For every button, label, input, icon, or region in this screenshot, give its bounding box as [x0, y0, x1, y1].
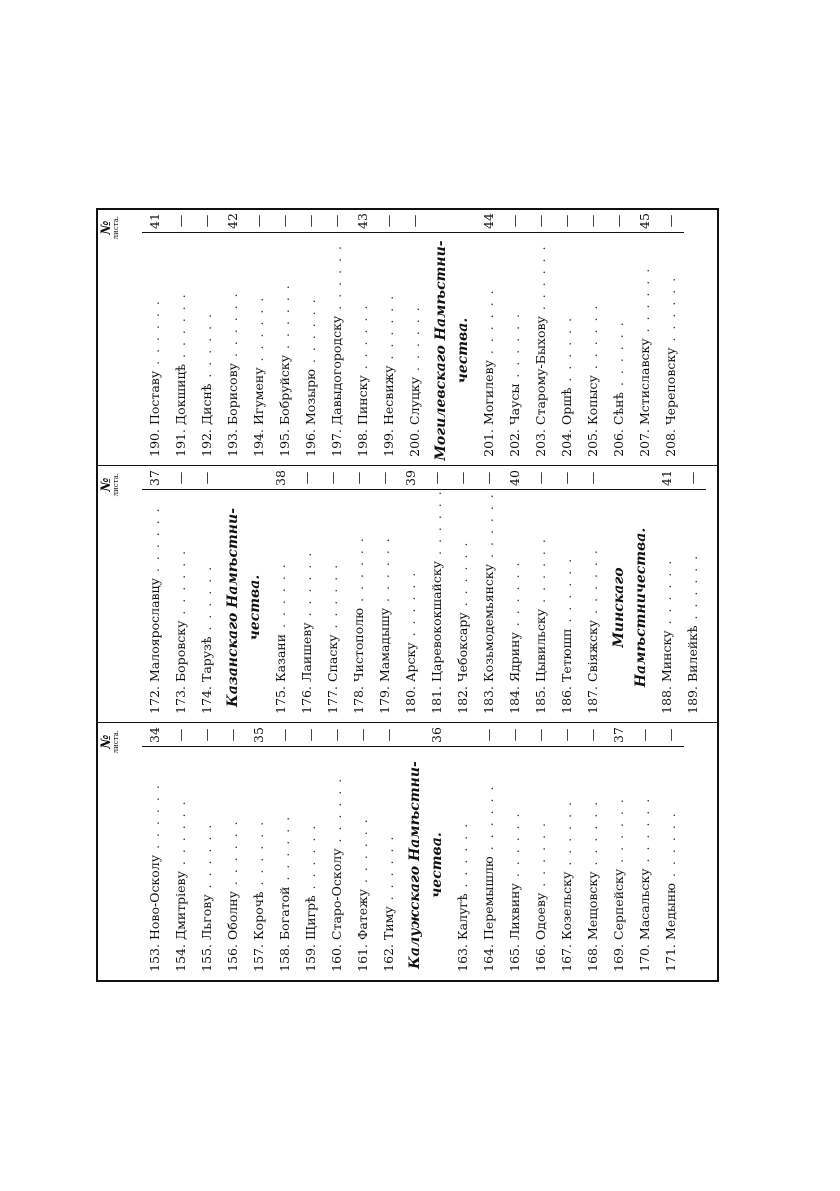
- index-entry: 177.Спаску . . . . . . —: [320, 467, 346, 722]
- entry-number: 200.: [407, 429, 422, 457]
- town-name: Спаску: [325, 634, 340, 682]
- index-entry: 199.Несвижу . . . . . . —: [376, 210, 402, 465]
- sheet-number: —: [685, 471, 700, 485]
- column-header: [98, 467, 142, 722]
- sheet-number: —: [637, 728, 652, 742]
- index-entry: 208.Череповску . . . . . . —: [658, 210, 684, 465]
- town-name: Чистополю: [351, 607, 366, 682]
- index-entry: 179.Мамадышу . . . . . . —: [372, 467, 398, 722]
- sheet-number: —: [225, 728, 240, 742]
- sheet-number: —: [199, 471, 214, 485]
- entry-number: 154.: [173, 944, 188, 972]
- entry-number: 164.: [481, 944, 496, 972]
- entry-number: 199.: [381, 429, 396, 457]
- sheet-number: 34: [147, 727, 162, 743]
- sheet-number: —: [507, 728, 522, 742]
- entry-number: 153.: [147, 944, 162, 972]
- entry-number: 179.: [377, 686, 392, 714]
- sheet-number: —: [585, 214, 600, 228]
- entry-number: 208.: [663, 429, 678, 457]
- entry-number: 192.: [199, 429, 214, 457]
- index-entry: 207.Мстиславску . . . . . . 45: [632, 210, 658, 465]
- sheet-number: —: [325, 471, 340, 485]
- entry-number: 158.: [277, 944, 292, 972]
- index-entry: 197.Давыдогородску . . . . . . —: [324, 210, 350, 465]
- sheet-number: —: [663, 728, 678, 742]
- town-name: Вилейкѣ: [685, 625, 700, 682]
- index-entry: 169.Серпейску . . . . . . 37: [606, 724, 632, 980]
- sheet-number: —: [533, 214, 548, 228]
- entry-number: 167.: [559, 944, 574, 972]
- sheet-number: —: [559, 728, 574, 742]
- town-name: Старому-Быхову: [533, 316, 548, 425]
- section-heading: Калужскаго Намѣстни-чества. 36: [402, 724, 450, 980]
- entry-number: 191.: [173, 429, 188, 457]
- section-heading: Минскаго Намѣстничества.: [606, 467, 654, 722]
- index-entry: 181.Царевококшайску . . . . . . —: [424, 467, 450, 722]
- sheet-number: —: [533, 728, 548, 742]
- index-entry: 172.Малоярославцу . . . . . . 37: [142, 467, 168, 722]
- town-name: Бобруйску: [277, 354, 292, 425]
- entry-number: 186.: [559, 686, 574, 714]
- sheet-number: —: [381, 214, 396, 228]
- town-name: Пинску: [355, 375, 370, 425]
- index-table-frame: [96, 208, 719, 982]
- index-entry: 158.Богатой . . . . . . —: [272, 724, 298, 980]
- index-entry: 204.Оршѣ . . . . . . —: [554, 210, 580, 465]
- entry-number: 196.: [303, 429, 318, 457]
- town-name: Казани: [273, 633, 288, 682]
- column-header: [98, 724, 142, 980]
- sheet-number: —: [173, 214, 188, 228]
- town-name: Минску: [659, 630, 674, 682]
- town-name: Козельску: [559, 871, 574, 940]
- index-entry: 185.Цывильску . . . . . . —: [528, 467, 554, 722]
- index-entry: 165.Лихвину . . . . . . —: [502, 724, 528, 980]
- entry-number: 170.: [637, 944, 652, 972]
- sheet-number: —: [559, 471, 574, 485]
- index-entry: 173.Боровску . . . . . . —: [168, 467, 194, 722]
- sheet-number: —: [381, 728, 396, 742]
- sheet-number: —: [355, 728, 370, 742]
- entry-number: 206.: [611, 429, 626, 457]
- sheet-number: —: [329, 728, 344, 742]
- index-entry: 189.Вилейкѣ . . . . . . —: [680, 467, 706, 722]
- index-entry: 162.Тиму . . . . . . —: [376, 724, 402, 980]
- town-name: Ядрину: [507, 632, 522, 682]
- index-entry: 161.Фатежу . . . . . . —: [350, 724, 376, 980]
- sheet-number: —: [611, 214, 626, 228]
- entry-number: 183.: [481, 686, 496, 714]
- entry-number: 193.: [225, 429, 240, 457]
- entry-number: 182.: [455, 686, 470, 714]
- index-entry: 182.Чебоксару . . . . . . —: [450, 467, 476, 722]
- entry-number: 165.: [507, 944, 522, 972]
- index-entry: 190.Поставу . . . . . . 41: [142, 210, 168, 465]
- town-name: Мещовску: [585, 871, 600, 940]
- column-3: [98, 210, 717, 466]
- town-name: Чебоксару: [455, 612, 470, 682]
- town-name: Ново-Осколу: [147, 854, 162, 940]
- town-name: Оршѣ: [559, 387, 574, 425]
- index-entry: 201.Могилеву . . . . . . 44: [476, 210, 502, 465]
- town-name: Перемышлю: [481, 856, 496, 940]
- entry-number: 174.: [199, 686, 214, 714]
- sheet-number: 42: [225, 213, 240, 229]
- entry-number: 177.: [325, 686, 340, 714]
- sheet-number: —: [429, 471, 444, 485]
- sheet-number: —: [173, 471, 188, 485]
- town-name: Калугѣ: [455, 893, 470, 940]
- town-name: Медыню: [663, 882, 678, 940]
- sheet-number: 37: [147, 470, 162, 486]
- sheet-number: —: [481, 728, 496, 742]
- index-entry: 205.Копысу . . . . . . —: [580, 210, 606, 465]
- index-entry: 203.Старому-Быхову . . . . . . —: [528, 210, 554, 465]
- sheet-number: 37: [611, 727, 626, 743]
- town-name: Цывильску: [533, 608, 548, 682]
- sheet-number: —: [377, 471, 392, 485]
- entry-number: 198.: [355, 429, 370, 457]
- index-entry: 160.Старо-Осколу . . . . . . —: [324, 724, 350, 980]
- index-entry: 153.Ново-Осколу . . . . . . 34: [142, 724, 168, 980]
- index-entry: 180.Арску . . . . . . 39: [398, 467, 424, 722]
- entry-number: 203.: [533, 429, 548, 457]
- sheet-number: 43: [355, 213, 370, 229]
- town-name: Малоярославцу: [147, 578, 162, 682]
- entry-number: 178.: [351, 686, 366, 714]
- column-header: [98, 210, 142, 465]
- entry-number: 189.: [685, 686, 700, 714]
- section-heading: Могилевскаго Намѣстни-чества.: [428, 210, 476, 465]
- index-entry: 195.Бобруйску . . . . . . —: [272, 210, 298, 465]
- town-name: Борисову: [225, 363, 240, 425]
- sheet-number: 41: [659, 470, 674, 486]
- entry-number: 155.: [199, 944, 214, 972]
- town-name: Игумену: [251, 367, 266, 425]
- entry-number: 176.: [299, 686, 314, 714]
- sheet-number: —: [481, 471, 496, 485]
- town-name: Давыдогородску: [329, 315, 344, 425]
- town-name: Могилеву: [481, 360, 496, 425]
- town-name: Докшицѣ: [173, 363, 188, 425]
- town-name: Масальску: [637, 868, 652, 940]
- town-name: Мамадышу: [377, 607, 392, 682]
- town-name: Мозырю: [303, 369, 318, 425]
- index-entry: 183.Козьмодемьянску . . . . . . —: [476, 467, 502, 722]
- sheet-number: —: [663, 214, 678, 228]
- town-name: Льгову: [199, 894, 214, 940]
- entry-number: 156.: [225, 944, 240, 972]
- sheet-number: —: [533, 471, 548, 485]
- town-name: Царевококшайску: [429, 560, 444, 682]
- entry-number: 194.: [251, 429, 266, 457]
- index-entry: 186.Тетюшп . . . . . . —: [554, 467, 580, 722]
- entry-number: 204.: [559, 429, 574, 457]
- column-2: [98, 467, 717, 723]
- town-name: Щигрѣ: [303, 895, 318, 940]
- sheet-number: —: [585, 728, 600, 742]
- sheet-number-header: № листа.: [99, 730, 120, 754]
- index-entry: 196.Мозырю . . . . . . —: [298, 210, 324, 465]
- sheet-number: —: [585, 471, 600, 485]
- index-entry: 191.Докшицѣ . . . . . . —: [168, 210, 194, 465]
- entry-number: 195.: [277, 429, 292, 457]
- town-name: Богатой: [277, 886, 292, 940]
- entry-number: 163.: [455, 944, 470, 972]
- sheet-number: —: [277, 728, 292, 742]
- index-entry: 170.Масальску . . . . . . —: [632, 724, 658, 980]
- entry-number: 180.: [403, 686, 418, 714]
- sheet-number: —: [299, 471, 314, 485]
- index-entry: 167.Козельску . . . . . . —: [554, 724, 580, 980]
- index-entry: 154.Дмитріеву . . . . . . —: [168, 724, 194, 980]
- town-name: Тетюшп: [559, 628, 574, 682]
- town-name: Козьмодемьянску: [481, 563, 496, 682]
- sheet-number: —: [351, 471, 366, 485]
- town-name: Корочѣ: [251, 891, 266, 940]
- town-name: Диснѣ: [199, 383, 214, 425]
- sheet-number: —: [507, 214, 522, 228]
- town-name: Тиму: [381, 906, 396, 940]
- entry-number: 172.: [147, 686, 162, 714]
- index-entry: 163.Калугѣ . . . . . .: [450, 724, 476, 980]
- sheet-number: —: [199, 728, 214, 742]
- town-name: Лихвину: [507, 883, 522, 940]
- sheet-number: —: [199, 214, 214, 228]
- entry-number: 171.: [663, 944, 678, 972]
- entry-number: 187.: [585, 686, 600, 714]
- sheet-number: —: [173, 728, 188, 742]
- index-entry: 159.Щигрѣ . . . . . . —: [298, 724, 324, 980]
- sheet-number-header: № листа.: [99, 216, 120, 240]
- sheet-number: —: [559, 214, 574, 228]
- entry-number: 184.: [507, 686, 522, 714]
- index-entry: 178.Чистополю . . . . . . —: [346, 467, 372, 722]
- town-name: Оболну: [225, 891, 240, 940]
- town-name: Арску: [403, 642, 418, 682]
- entry-number: 207.: [637, 429, 652, 457]
- entry-number: 157.: [251, 944, 266, 972]
- index-entry: 166.Одоеву . . . . . . —: [528, 724, 554, 980]
- town-name: Дмитріеву: [173, 871, 188, 940]
- index-entry: 164.Перемышлю . . . . . . —: [476, 724, 502, 980]
- index-entry: 192.Диснѣ . . . . . . —: [194, 210, 220, 465]
- entry-number: 201.: [481, 429, 496, 457]
- index-entry: 200.Слуцку . . . . . . —: [402, 210, 428, 465]
- sheet-number: 39: [403, 470, 418, 486]
- entry-number: 168.: [585, 944, 600, 972]
- index-entry: 198.Пинску . . . . . . 43: [350, 210, 376, 465]
- town-name: Серпейску: [611, 868, 626, 940]
- town-name: Лаишеву: [299, 622, 314, 682]
- sheet-number: 35: [251, 727, 266, 743]
- index-entry: 157.Корочѣ . . . . . . 35: [246, 724, 272, 980]
- entry-number: 202.: [507, 429, 522, 457]
- town-name: Фатежу: [355, 889, 370, 940]
- sheet-number: —: [303, 728, 318, 742]
- index-entry: 176.Лаишеву . . . . . . —: [294, 467, 320, 722]
- index-entry: 155.Льгову . . . . . . —: [194, 724, 220, 980]
- town-name: Одоеву: [533, 892, 548, 940]
- entry-number: 173.: [173, 686, 188, 714]
- index-entry: 193.Борисову . . . . . . 42: [220, 210, 246, 465]
- town-name: Слуцку: [407, 376, 422, 425]
- entry-number: 190.: [147, 429, 162, 457]
- town-name: Боровску: [173, 620, 188, 682]
- town-name: Мстиславску: [637, 338, 652, 425]
- index-entry: 202.Чаусы . . . . . . —: [502, 210, 528, 465]
- entry-number: 160.: [329, 944, 344, 972]
- entry-number: 197.: [329, 429, 344, 457]
- sheet-number: 44: [481, 213, 496, 229]
- index-entry: 194.Игумену . . . . . . —: [246, 210, 272, 465]
- rotated-index-table: [98, 210, 717, 980]
- town-name: Старо-Осколу: [329, 848, 344, 940]
- entry-number: 185.: [533, 686, 548, 714]
- sheet-number: —: [407, 214, 422, 228]
- column-1: [98, 724, 717, 980]
- index-entry: 184.Ядрину . . . . . . 40: [502, 467, 528, 722]
- town-name: Поставу: [147, 370, 162, 425]
- index-entry: 174.Тарузѣ . . . . . . —: [194, 467, 220, 722]
- town-name: Свіяжску: [585, 619, 600, 682]
- section-heading: Казанскаго Намѣстни-чества.: [220, 467, 268, 722]
- entry-number: 169.: [611, 944, 626, 972]
- index-entry: 175.Казани . . . . . . 38: [268, 467, 294, 722]
- sheet-number: —: [329, 214, 344, 228]
- entry-number: 166.: [533, 944, 548, 972]
- sheet-number: —: [277, 214, 292, 228]
- sheet-number: —: [251, 214, 266, 228]
- index-entry: 187.Свіяжску . . . . . . —: [580, 467, 606, 722]
- town-name: Тарузѣ: [199, 636, 214, 682]
- sheet-number: —: [455, 471, 470, 485]
- index-entry: 171.Медыню . . . . . . —: [658, 724, 684, 980]
- entry-number: 159.: [303, 944, 318, 972]
- entry-number: 181.: [429, 686, 444, 714]
- town-name: Несвижу: [381, 365, 396, 425]
- town-name: Сѣнѣ: [611, 392, 626, 425]
- entry-number: 175.: [273, 686, 288, 714]
- town-name: Чаусы: [507, 383, 522, 425]
- index-entry: 168.Мещовску . . . . . . —: [580, 724, 606, 980]
- sheet-number: 40: [507, 470, 522, 486]
- index-entry: 156.Оболну . . . . . . —: [220, 724, 246, 980]
- entry-number: 162.: [381, 944, 396, 972]
- sheet-number: 45: [637, 213, 652, 229]
- sheet-number: 36: [429, 727, 444, 743]
- sheet-number: 38: [273, 470, 288, 486]
- town-name: Череповску: [663, 347, 678, 425]
- sheet-number: 41: [147, 213, 162, 229]
- sheet-number-header: № листа.: [99, 473, 120, 497]
- entry-number: 205.: [585, 429, 600, 457]
- entry-number: 161.: [355, 944, 370, 972]
- index-entry: 188.Минску . . . . . . 41: [654, 467, 680, 722]
- sheet-number: —: [303, 214, 318, 228]
- town-name: Копысу: [585, 375, 600, 425]
- index-entry: 206.Сѣнѣ . . . . . . —: [606, 210, 632, 465]
- entry-number: 188.: [659, 686, 674, 714]
